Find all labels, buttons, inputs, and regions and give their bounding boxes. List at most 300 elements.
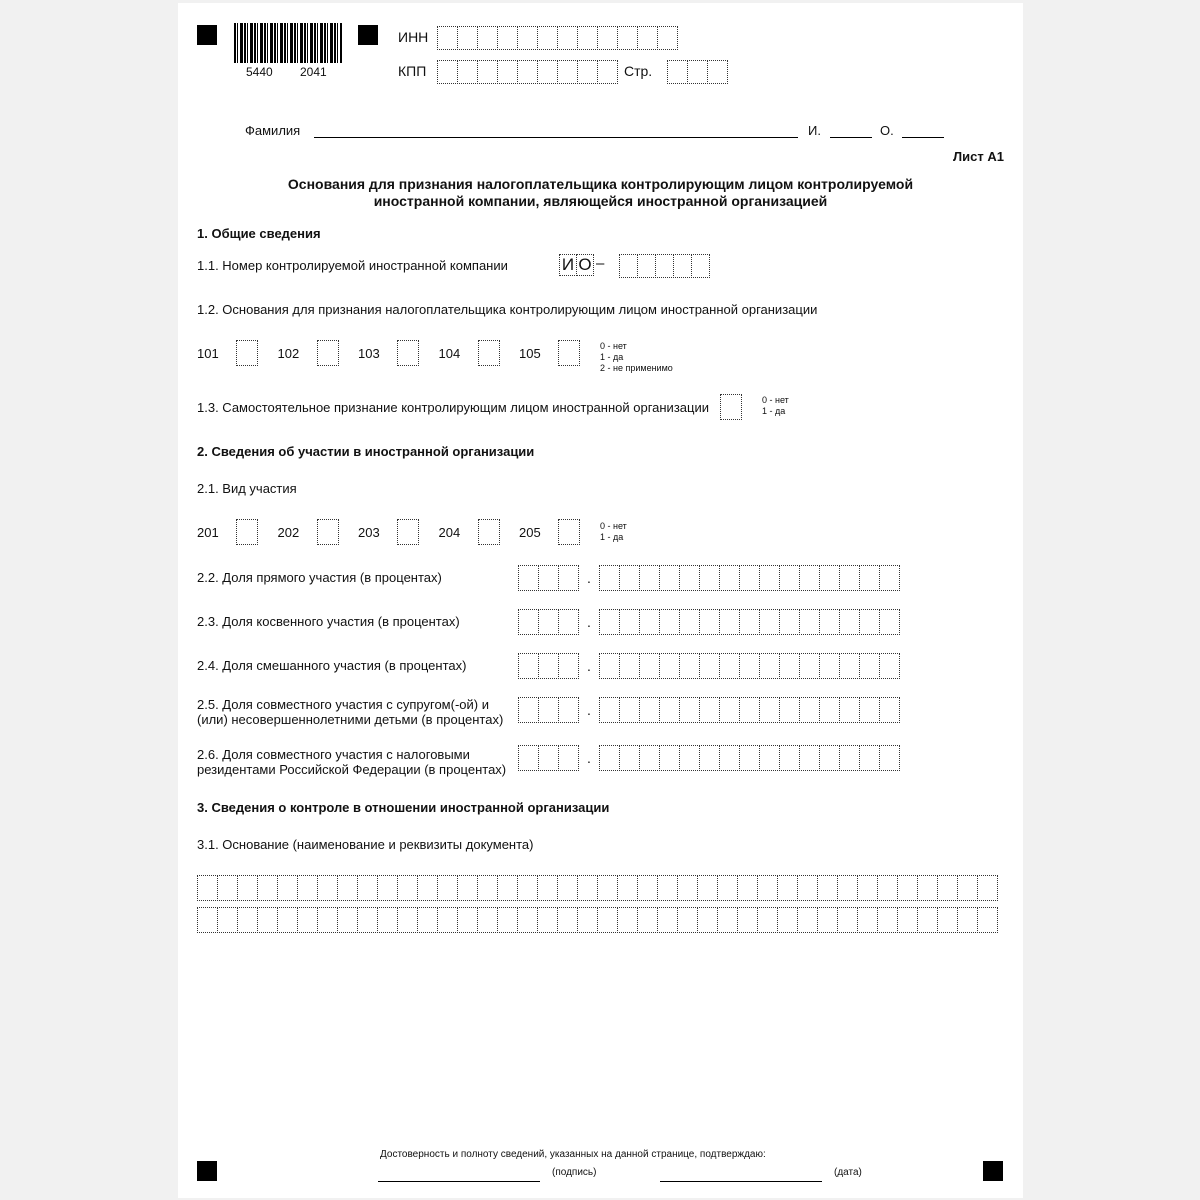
barcode xyxy=(234,23,342,63)
input-cell[interactable] xyxy=(859,565,880,591)
input-cell[interactable] xyxy=(619,697,640,723)
input-cell[interactable] xyxy=(657,26,678,50)
input-cell[interactable] xyxy=(779,653,800,679)
input-cell[interactable] xyxy=(557,60,578,84)
input-cell[interactable] xyxy=(659,745,680,771)
input-cell[interactable] xyxy=(577,907,598,933)
registration-marker-top-left xyxy=(197,25,217,45)
registration-marker-bottom-right xyxy=(983,1161,1003,1181)
input-cell[interactable] xyxy=(517,60,538,84)
share-integer-part[interactable] xyxy=(518,653,579,679)
basis-document-row-2[interactable] xyxy=(197,907,998,933)
input-cell[interactable] xyxy=(537,875,558,901)
input-cell[interactable] xyxy=(879,565,900,591)
input-cell[interactable] xyxy=(277,907,298,933)
input-cell[interactable] xyxy=(679,745,700,771)
input-cell[interactable] xyxy=(719,653,740,679)
input-cell[interactable] xyxy=(819,609,840,635)
input-cell[interactable] xyxy=(217,875,238,901)
input-cell[interactable] xyxy=(518,565,539,591)
code-input-field[interactable] xyxy=(317,340,339,366)
kik-number-digits[interactable] xyxy=(619,254,710,278)
input-cell[interactable] xyxy=(337,907,358,933)
input-cell[interactable] xyxy=(699,697,720,723)
input-cell[interactable] xyxy=(558,653,579,679)
input-cell[interactable] xyxy=(297,907,318,933)
inn-label: ИНН xyxy=(398,29,429,45)
legend-item: 0 - нет xyxy=(762,395,789,405)
input-cell[interactable] xyxy=(937,875,958,901)
input-cell[interactable] xyxy=(597,875,618,901)
share-integer-part[interactable] xyxy=(518,697,579,723)
input-cell[interactable] xyxy=(799,609,820,635)
input-cell[interactable] xyxy=(699,745,720,771)
input-cell[interactable] xyxy=(397,340,419,366)
item-2-6-label-line-1: 2.6. Доля совместного участия с налоговыми xyxy=(197,747,470,762)
input-cell[interactable] xyxy=(538,745,559,771)
input-cell[interactable] xyxy=(717,875,738,901)
basis-document-row-1[interactable] xyxy=(197,875,998,901)
input-cell[interactable] xyxy=(897,907,918,933)
input-cell[interactable] xyxy=(719,609,740,635)
input-cell[interactable] xyxy=(538,565,559,591)
item-2-4-label: 2.4. Доля смешанного участия (в процентах) xyxy=(197,658,467,673)
code-input-field[interactable] xyxy=(397,519,419,545)
input-cell[interactable] xyxy=(457,875,478,901)
input-cell[interactable] xyxy=(619,653,640,679)
input-cell[interactable] xyxy=(639,697,660,723)
decimal-separator: . xyxy=(587,614,591,630)
code-input-field[interactable] xyxy=(478,519,500,545)
input-cell[interactable] xyxy=(417,907,438,933)
input-cell[interactable] xyxy=(779,697,800,723)
input-cell[interactable] xyxy=(617,875,638,901)
input-cell[interactable] xyxy=(917,875,938,901)
input-cell[interactable] xyxy=(497,26,518,50)
item-1-3-field[interactable] xyxy=(720,394,742,420)
decimal-separator: . xyxy=(587,570,591,586)
input-cell[interactable] xyxy=(679,609,700,635)
input-cell[interactable] xyxy=(937,907,958,933)
input-cell[interactable] xyxy=(337,875,358,901)
input-cell[interactable] xyxy=(537,907,558,933)
input-cell[interactable] xyxy=(497,907,518,933)
field-code-label: 205 xyxy=(519,525,541,540)
legend-item: 2 - не применимо xyxy=(600,363,673,373)
input-cell[interactable] xyxy=(837,875,858,901)
input-cell[interactable] xyxy=(757,875,778,901)
input-cell[interactable] xyxy=(518,653,539,679)
input-cell[interactable] xyxy=(437,875,458,901)
input-cell[interactable] xyxy=(720,394,742,420)
item-2-2-label: 2.2. Доля прямого участия (в процентах) xyxy=(197,570,442,585)
input-cell[interactable] xyxy=(737,875,758,901)
input-cell[interactable] xyxy=(859,697,880,723)
field-code-label: 101 xyxy=(197,346,219,361)
input-cell[interactable] xyxy=(619,565,640,591)
item-3-1-label: 3.1. Основание (наименование и реквизиты документа) xyxy=(197,837,534,852)
input-cell[interactable] xyxy=(779,609,800,635)
input-cell[interactable] xyxy=(297,875,318,901)
input-cell[interactable] xyxy=(759,745,780,771)
share-integer-part[interactable] xyxy=(518,609,579,635)
input-cell[interactable] xyxy=(699,653,720,679)
input-cell[interactable] xyxy=(879,745,900,771)
share-fraction-part[interactable] xyxy=(599,565,900,591)
input-cell[interactable] xyxy=(599,653,620,679)
input-cell[interactable] xyxy=(217,907,238,933)
input-cell[interactable] xyxy=(759,609,780,635)
kik-prefix-cell: О xyxy=(576,254,594,276)
input-cell[interactable] xyxy=(599,565,620,591)
input-cell[interactable] xyxy=(659,697,680,723)
date-caption: (дата) xyxy=(834,1167,862,1178)
input-cell[interactable] xyxy=(397,907,418,933)
decimal-separator: . xyxy=(587,702,591,718)
input-cell[interactable] xyxy=(637,875,658,901)
input-cell[interactable] xyxy=(977,907,998,933)
input-cell[interactable] xyxy=(879,697,900,723)
input-cell[interactable] xyxy=(557,26,578,50)
registration-marker-top-right xyxy=(358,25,378,45)
input-cell[interactable] xyxy=(977,875,998,901)
input-cell[interactable] xyxy=(759,697,780,723)
input-cell[interactable] xyxy=(879,653,900,679)
legend-item: 1 - да xyxy=(762,406,786,416)
input-cell[interactable] xyxy=(857,875,878,901)
input-cell[interactable] xyxy=(518,609,539,635)
input-cell[interactable] xyxy=(697,875,718,901)
input-cell[interactable] xyxy=(697,907,718,933)
input-cell[interactable] xyxy=(819,697,840,723)
input-cell[interactable] xyxy=(819,565,840,591)
input-cell[interactable] xyxy=(819,653,840,679)
input-cell[interactable] xyxy=(707,60,728,84)
input-cell[interactable] xyxy=(577,26,598,50)
input-cell[interactable] xyxy=(558,609,579,635)
input-cell[interactable] xyxy=(719,745,740,771)
share-fraction-part[interactable] xyxy=(599,745,900,771)
input-cell[interactable] xyxy=(478,519,500,545)
input-cell[interactable] xyxy=(619,745,640,771)
input-cell[interactable] xyxy=(277,875,298,901)
input-cell[interactable] xyxy=(537,26,558,50)
kik-prefix-cell: И xyxy=(559,254,577,276)
input-cell[interactable] xyxy=(739,565,760,591)
input-cell[interactable] xyxy=(518,745,539,771)
input-cell[interactable] xyxy=(639,745,660,771)
input-cell[interactable] xyxy=(859,745,880,771)
field-code-label: 104 xyxy=(438,346,461,361)
initial-o-label: О. xyxy=(880,123,894,138)
input-cell[interactable] xyxy=(739,697,760,723)
input-cell[interactable] xyxy=(538,697,559,723)
input-cell[interactable] xyxy=(257,907,278,933)
code-input-field[interactable] xyxy=(236,519,258,545)
field-code-label: 202 xyxy=(277,525,300,540)
input-cell[interactable] xyxy=(437,60,458,84)
input-cell[interactable] xyxy=(597,907,618,933)
section-2-heading: 2. Сведения об участии в иностранной организации xyxy=(197,444,535,459)
input-cell[interactable] xyxy=(257,875,278,901)
input-cell[interactable] xyxy=(477,907,498,933)
input-cell[interactable] xyxy=(877,875,898,901)
input-cell[interactable] xyxy=(659,609,680,635)
input-cell[interactable] xyxy=(558,697,579,723)
code-input-field[interactable] xyxy=(236,340,258,366)
initial-o-field[interactable] xyxy=(902,137,944,138)
input-cell[interactable] xyxy=(799,565,820,591)
legend-item: 1 - да xyxy=(600,352,624,362)
barcode-number-right: 2041 xyxy=(300,65,327,79)
input-cell[interactable] xyxy=(237,875,258,901)
input-cell[interactable] xyxy=(477,26,498,50)
input-cell[interactable] xyxy=(639,653,660,679)
decimal-separator: . xyxy=(587,750,591,766)
form-title-line-2: иностранной компании, являющейся иностранной организацией xyxy=(373,193,828,209)
input-cell[interactable] xyxy=(437,907,458,933)
input-cell[interactable] xyxy=(737,907,758,933)
input-cell[interactable] xyxy=(691,254,710,278)
input-cell[interactable] xyxy=(357,907,378,933)
signature-field[interactable] xyxy=(378,1181,540,1182)
input-cell[interactable] xyxy=(657,907,678,933)
input-cell[interactable] xyxy=(538,653,559,679)
input-cell[interactable] xyxy=(739,653,760,679)
input-cell[interactable] xyxy=(317,875,338,901)
input-cell[interactable] xyxy=(517,907,538,933)
field-code-label: 203 xyxy=(358,525,380,540)
input-cell[interactable] xyxy=(619,609,640,635)
field-code-label: 201 xyxy=(197,525,219,540)
input-cell[interactable] xyxy=(757,907,778,933)
input-cell[interactable] xyxy=(558,340,580,366)
form-title-line-1: Основания для признания налогоплательщика контролирующим лицом контролируемой xyxy=(287,176,914,192)
input-cell[interactable] xyxy=(779,745,800,771)
section-1-heading: 1. Общие сведения xyxy=(197,226,321,241)
legend-1-3 xyxy=(762,395,789,417)
input-cell[interactable] xyxy=(617,26,638,50)
legend-item: 0 - нет xyxy=(600,341,627,351)
input-cell[interactable] xyxy=(197,907,218,933)
input-cell[interactable] xyxy=(317,907,338,933)
input-cell[interactable] xyxy=(537,60,558,84)
field-code-label: 102 xyxy=(277,346,300,361)
input-cell[interactable] xyxy=(236,519,258,545)
code-input-field[interactable] xyxy=(317,519,339,545)
page-number-field[interactable] xyxy=(667,60,728,84)
input-cell[interactable] xyxy=(877,907,898,933)
input-cell[interactable] xyxy=(599,609,620,635)
input-cell[interactable] xyxy=(577,60,598,84)
input-cell[interactable] xyxy=(667,60,688,84)
input-cell[interactable] xyxy=(357,875,378,901)
input-cell[interactable] xyxy=(679,653,700,679)
input-cell[interactable] xyxy=(577,875,598,901)
field-code-label: 204 xyxy=(438,525,461,540)
input-cell[interactable] xyxy=(197,875,218,901)
input-cell[interactable] xyxy=(677,875,698,901)
input-cell[interactable] xyxy=(759,653,780,679)
kpp-field[interactable] xyxy=(437,60,618,84)
input-cell[interactable] xyxy=(597,60,618,84)
input-cell[interactable] xyxy=(717,907,738,933)
initial-i-label: И. xyxy=(808,123,821,138)
input-cell[interactable] xyxy=(558,519,580,545)
input-cell[interactable] xyxy=(897,875,918,901)
input-cell[interactable] xyxy=(518,697,539,723)
code-input-field[interactable] xyxy=(558,340,580,366)
input-cell[interactable] xyxy=(839,565,860,591)
input-cell[interactable] xyxy=(538,609,559,635)
input-cell[interactable] xyxy=(457,26,478,50)
legend-item: 0 - нет xyxy=(600,521,627,531)
input-cell[interactable] xyxy=(557,907,578,933)
code-input-field[interactable] xyxy=(478,340,500,366)
input-cell[interactable] xyxy=(759,565,780,591)
input-cell[interactable] xyxy=(639,565,660,591)
input-cell[interactable] xyxy=(617,907,638,933)
item-1-1-label: 1.1. Номер контролируемой иностранной компании xyxy=(197,258,508,273)
input-cell[interactable] xyxy=(739,609,760,635)
input-cell[interactable] xyxy=(799,653,820,679)
input-cell[interactable] xyxy=(859,653,880,679)
field-code-label: 103 xyxy=(358,346,380,361)
registration-marker-bottom-left xyxy=(197,1161,217,1181)
input-cell[interactable] xyxy=(799,745,820,771)
input-cell[interactable] xyxy=(236,340,258,366)
input-cell[interactable] xyxy=(317,519,339,545)
input-cell[interactable] xyxy=(957,875,978,901)
input-cell[interactable] xyxy=(777,907,798,933)
input-cell[interactable] xyxy=(817,907,838,933)
date-field[interactable] xyxy=(660,1181,822,1182)
input-cell[interactable] xyxy=(517,26,538,50)
input-cell[interactable] xyxy=(597,26,618,50)
input-cell[interactable] xyxy=(679,697,700,723)
input-cell[interactable] xyxy=(477,875,498,901)
input-cell[interactable] xyxy=(497,875,518,901)
input-cell[interactable] xyxy=(457,60,478,84)
initial-i-field[interactable] xyxy=(830,137,872,138)
input-cell[interactable] xyxy=(478,340,500,366)
input-cell[interactable] xyxy=(659,653,680,679)
input-cell[interactable] xyxy=(817,875,838,901)
input-cell[interactable] xyxy=(687,60,708,84)
item-2-3-label: 2.3. Доля косвенного участия (в процентах) xyxy=(197,614,460,629)
input-cell[interactable] xyxy=(657,875,678,901)
field-code-label: 105 xyxy=(519,346,541,361)
section-3-heading: 3. Сведения о контроле в отношении иностранной организации xyxy=(197,800,610,815)
input-cell[interactable] xyxy=(517,875,538,901)
input-cell[interactable] xyxy=(739,745,760,771)
input-cell[interactable] xyxy=(779,565,800,591)
input-cell[interactable] xyxy=(619,254,638,278)
input-cell[interactable] xyxy=(377,875,398,901)
input-cell[interactable] xyxy=(599,745,620,771)
share-integer-part[interactable] xyxy=(518,745,579,771)
input-cell[interactable] xyxy=(558,745,579,771)
input-cell[interactable] xyxy=(659,565,680,591)
input-cell[interactable] xyxy=(557,875,578,901)
input-cell[interactable] xyxy=(317,340,339,366)
input-cell[interactable] xyxy=(558,565,579,591)
input-cell[interactable] xyxy=(457,907,478,933)
sheet-label: Лист А1 xyxy=(953,149,1004,164)
inn-field[interactable] xyxy=(437,26,678,50)
input-cell[interactable] xyxy=(637,254,656,278)
share-fraction-part[interactable] xyxy=(599,697,900,723)
share-fraction-part[interactable] xyxy=(599,609,900,635)
legend-2-1 xyxy=(600,521,627,543)
input-cell[interactable] xyxy=(719,697,740,723)
item-2-5-label-line-1: 2.5. Доля совместного участия с супругом(-ой) и xyxy=(197,697,489,712)
input-cell[interactable] xyxy=(957,907,978,933)
input-cell[interactable] xyxy=(237,907,258,933)
barcode-number-left: 5440 xyxy=(246,65,273,79)
input-cell[interactable] xyxy=(839,609,860,635)
input-cell[interactable] xyxy=(819,745,840,771)
kik-number-dash: – xyxy=(596,255,605,272)
input-cell[interactable] xyxy=(839,697,860,723)
input-cell[interactable] xyxy=(397,519,419,545)
input-cell[interactable] xyxy=(477,60,498,84)
share-integer-part[interactable] xyxy=(518,565,579,591)
input-cell[interactable] xyxy=(859,609,880,635)
input-cell[interactable] xyxy=(797,875,818,901)
input-cell[interactable] xyxy=(839,653,860,679)
input-cell[interactable] xyxy=(639,609,660,635)
input-cell[interactable] xyxy=(699,609,720,635)
share-fraction-part[interactable] xyxy=(599,653,900,679)
input-cell[interactable] xyxy=(437,26,458,50)
input-cell[interactable] xyxy=(497,60,518,84)
input-cell[interactable] xyxy=(417,875,438,901)
input-cell[interactable] xyxy=(879,609,900,635)
input-cell[interactable] xyxy=(777,875,798,901)
input-cell[interactable] xyxy=(377,907,398,933)
input-cell[interactable] xyxy=(673,254,692,278)
input-cell[interactable] xyxy=(677,907,698,933)
input-cell[interactable] xyxy=(397,875,418,901)
input-cell[interactable] xyxy=(699,565,720,591)
code-input-field[interactable] xyxy=(397,340,419,366)
legend-item: 1 - да xyxy=(600,532,624,542)
input-cell[interactable] xyxy=(637,907,658,933)
item-2-6-label-line-2: резидентами Российской Федерации (в процентах) xyxy=(197,762,507,777)
input-cell[interactable] xyxy=(655,254,674,278)
legend-1-2 xyxy=(600,341,673,374)
surname-label: Фамилия xyxy=(245,123,301,138)
surname-field[interactable] xyxy=(314,137,798,138)
kik-number-field[interactable] xyxy=(559,254,594,276)
input-cell[interactable] xyxy=(719,565,740,591)
input-cell[interactable] xyxy=(797,907,818,933)
item-1-3-label: 1.3. Самостоятельное признание контролирующим лицом иностранной организации xyxy=(197,400,709,415)
input-cell[interactable] xyxy=(679,565,700,591)
kpp-label: КПП xyxy=(398,63,427,79)
signature-caption: (подпись) xyxy=(552,1167,597,1178)
input-cell[interactable] xyxy=(637,26,658,50)
input-cell[interactable] xyxy=(837,907,858,933)
input-cell[interactable] xyxy=(839,745,860,771)
page-label: Стр. xyxy=(624,63,653,79)
code-input-field[interactable] xyxy=(558,519,580,545)
input-cell[interactable] xyxy=(599,697,620,723)
input-cell[interactable] xyxy=(799,697,820,723)
input-cell[interactable] xyxy=(857,907,878,933)
input-cell[interactable] xyxy=(917,907,938,933)
